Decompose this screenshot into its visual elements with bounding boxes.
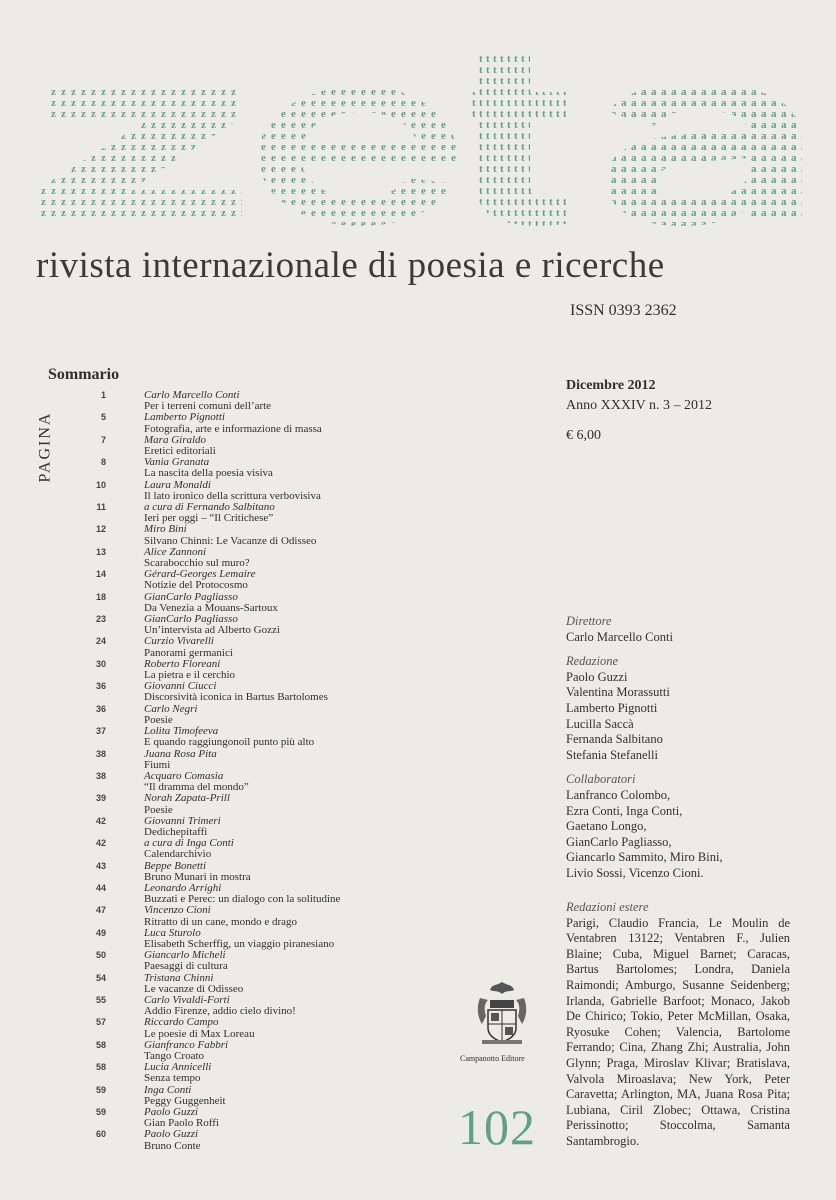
toc-title: Calendarchivio	[144, 848, 212, 861]
toc-item	[80, 1062, 380, 1084]
toc-title: Gian Paolo Roffi	[144, 1117, 219, 1130]
logo-letter-a	[606, 84, 802, 226]
toc-item	[80, 502, 380, 524]
toc-page-number: 36	[95, 681, 106, 692]
toc-page-number: 38	[95, 748, 106, 759]
toc-page-number: 39	[95, 793, 106, 804]
toc-title: La pietra e il cerchio	[144, 669, 236, 682]
toc-author: Norah Zapata-Prill	[144, 792, 230, 805]
toc-title: Buzzati e Perec: un dialogo con la solitudine	[144, 893, 341, 906]
toc-title: Paesaggi di cultura	[144, 960, 228, 973]
issue-date: Dicembre 2012	[566, 378, 656, 393]
toc-page-number: 14	[95, 569, 106, 580]
toc-author: Giovanni Trimeri	[144, 814, 221, 827]
toc-page-number: 13	[95, 546, 106, 557]
toc-title: Poesie	[144, 803, 173, 816]
redazioni-estere	[566, 900, 790, 1150]
toc-page-number: 42	[95, 838, 106, 849]
toc-title: E quando raggiungonoil punto più alto	[144, 736, 315, 749]
toc-item	[80, 1017, 380, 1039]
toc-page-number: 18	[95, 591, 106, 602]
collaboratori-label: Collaboratori	[566, 772, 636, 787]
toc-author: Lucia Annicelli	[144, 1061, 212, 1074]
toc-author: Carlo Marcello Conti	[144, 389, 240, 401]
toc-item	[80, 793, 380, 815]
collaboratori-name: Gaetano Longo,	[566, 819, 647, 834]
toc-page-number: 54	[95, 972, 106, 983]
toc-title: Da Venezia a Mouans-Sartoux	[144, 601, 278, 614]
toc-title: Tango Croato	[144, 1049, 205, 1062]
toc-item	[80, 726, 380, 748]
toc-item	[80, 412, 380, 434]
toc-item	[80, 681, 380, 703]
toc-author: Juana Rosa Pita	[144, 747, 217, 760]
redazione-list	[566, 670, 796, 764]
toc-author: Inga Conti	[144, 1083, 192, 1096]
toc-item	[80, 1085, 380, 1107]
toc-title: Poesie	[144, 713, 173, 726]
issue-price: € 6,00	[566, 428, 601, 443]
toc-page-number: 59	[95, 1084, 106, 1095]
collaboratori-name: Ezra Conti, Inga Conti,	[566, 803, 683, 818]
toc-item	[80, 614, 380, 636]
issue-anno: Anno XXXIV n. 3 – 2012	[566, 398, 712, 413]
toc-title: Discorsività iconica in Bartus Bartolomes	[144, 691, 328, 704]
toc-author: Lolita Timofeeva	[144, 725, 219, 738]
toc-page-number: 12	[95, 524, 106, 535]
toc-page-number: 24	[95, 636, 106, 647]
toc-title: Eretici editoriali	[144, 445, 216, 458]
toc-author: Carlo Vivaldi-Forti	[144, 993, 230, 1006]
toc-item	[80, 950, 380, 972]
toc-title: Elisabeth Scherffig, un viaggio piranesiano	[144, 937, 335, 950]
logo-letter-e	[258, 86, 458, 226]
toc-item	[80, 457, 380, 479]
toc-author: a cura di Inga Conti	[144, 837, 234, 850]
zeta-logo	[30, 42, 810, 238]
toc-author: Mara Giraldo	[144, 433, 207, 446]
toc-title: Senza tempo	[144, 1072, 201, 1085]
toc-title: Le poesie di Max Loreau	[144, 1027, 255, 1040]
toc-item	[80, 816, 380, 838]
redazione-name: Lucilla Saccà	[566, 716, 634, 731]
toc-author: Gérard-Georges Lemaire	[144, 568, 256, 581]
collaboratori-name: Lanfranco Colombo,	[566, 787, 671, 802]
table-of-contents	[80, 390, 380, 1152]
logo-letter-t	[470, 56, 566, 226]
toc-item	[80, 390, 380, 412]
toc-title: Fiumi	[144, 758, 171, 771]
toc-author: Laura Monaldi	[144, 478, 211, 491]
toc-title: Peggy Guggenheit	[144, 1094, 226, 1107]
toc-page-number: 47	[95, 905, 106, 916]
toc-item	[80, 592, 380, 614]
publisher-name: Campanotto Editore	[460, 1054, 525, 1063]
toc-author: Riccardo Campo	[144, 1016, 219, 1029]
issn: ISSN 0393 2362	[570, 302, 677, 319]
toc-item	[80, 1107, 380, 1129]
toc-item	[80, 569, 380, 591]
toc-title: Le vacanze di Odisseo	[144, 982, 244, 995]
direttore-name: Carlo Marcello Conti	[566, 629, 673, 644]
toc-author: Gianfranco Fabbri	[144, 1038, 229, 1051]
toc-title: Il lato ironico della scrittura verbovisiva	[144, 489, 321, 502]
toc-page-number: 59	[95, 1107, 106, 1117]
toc-author: Vincenzo Cioni	[144, 904, 211, 917]
toc-item	[80, 771, 380, 793]
toc-title: Ieri per oggi – “Il Critichese”	[144, 512, 274, 525]
toc-author: Alice Zannoni	[144, 545, 207, 558]
toc-item	[80, 749, 380, 771]
toc-item	[80, 1129, 380, 1151]
toc-page-number: 57	[95, 1017, 106, 1028]
toc-page-number: 36	[95, 703, 106, 714]
toc-author: Acquaro Comasia	[144, 769, 224, 782]
redazione-name: Valentina Morassutti	[566, 685, 670, 700]
toc-page-number: 44	[95, 882, 106, 893]
toc-author: a cura di Fernando Salbitano	[144, 501, 275, 514]
toc-page-number: 60	[95, 1129, 106, 1140]
toc-title: Addio Firenze, addio cielo divino!	[144, 1005, 296, 1018]
toc-title: La nascita della poesia visiva	[144, 467, 273, 480]
toc-title: Scarabocchio sul muro?	[144, 557, 250, 570]
toc-item	[80, 995, 380, 1017]
magazine-subtitle: rivista internazionale di poesia e ricerche	[36, 245, 665, 286]
toc-author: Luca Sturolo	[144, 926, 201, 939]
toc-title: Per i terreni comuni dell’arte	[144, 400, 272, 413]
redazione-label: Redazione	[566, 654, 619, 669]
toc-page-number: 49	[95, 927, 106, 938]
toc-page-number: 30	[95, 658, 106, 669]
collaboratori-list	[566, 788, 796, 882]
collaboratori-name: GianCarlo Pagliasso,	[566, 834, 672, 849]
toc-author: Vania Granata	[144, 456, 210, 469]
toc-page-number: 1	[100, 390, 106, 400]
toc-page-number: 10	[95, 479, 106, 490]
toc-title: Silvano Chinni: Le Vacanze di Odisseo	[144, 534, 317, 547]
toc-page-number: 55	[95, 994, 106, 1005]
toc-author: Beppe Bonetti	[144, 859, 207, 872]
toc-title: Bruno Munari in mostra	[144, 870, 251, 883]
toc-author: Paolo Guzzi	[144, 1106, 199, 1118]
toc-item	[80, 480, 380, 502]
toc-author: Leonardo Arrighi	[144, 881, 222, 894]
toc-page-number: 23	[95, 614, 106, 625]
estere-text: Parigi, Claudio Francia, Le Moulin de Ventabren 13122; Ventabren F., Julien Blaine; Cuba, Miguel Barnet; Caracas, Bartus Bartolomes; Londra, Daniela Raimondi; Amburgo, Susanne Seidenberg; Irlanda, Gabrielle Barfoot; Monaco, Jakob De Chirico; Tokio, Peter McMillan, Osaka, Ryosuke Cohen; Valencia, Bartolome Ferrando; Cina, Zhang Zhi; Australia, John Glynn; Praga, Miroslav Klivar; Bratislava, Valvola Miroaslava; New York, Peter Caravetta; Arlington, MA, Juana Rosa Pita; Lubiana, Ciril Zlobec; Ottawa, Cristina Perissinotto; Stoccolma, Samanta Santambrogio.	[566, 915, 790, 1148]
toc-item	[80, 704, 380, 726]
toc-page-number: 42	[95, 815, 106, 826]
toc-author: GianCarlo Pagliasso	[144, 613, 238, 626]
toc-item	[80, 659, 380, 681]
staff-credits	[566, 614, 796, 882]
toc-author: Giancarlo Micheli	[144, 949, 226, 962]
toc-item	[80, 883, 380, 905]
toc-page-number: 50	[95, 950, 106, 961]
toc-title: Fotografia, arte e informazione di massa	[144, 422, 322, 435]
toc-title: Panorami germanici	[144, 646, 233, 659]
toc-item	[80, 838, 380, 860]
toc-item	[80, 973, 380, 995]
issue-number: 102	[458, 1099, 536, 1155]
toc-item	[80, 905, 380, 927]
toc-title: Dedichepitaffi	[144, 825, 208, 838]
pagina-side-label: PAGINA	[36, 411, 54, 483]
toc-page-number: 58	[95, 1039, 106, 1050]
toc-page-number: 5	[100, 412, 106, 423]
toc-title: Bruno Conte	[144, 1139, 201, 1152]
toc-item	[80, 928, 380, 950]
toc-page-number: 43	[95, 860, 106, 871]
redazione-name: Paolo Guzzi	[566, 669, 628, 684]
toc-page-number: 38	[95, 770, 106, 781]
toc-item	[80, 435, 380, 457]
toc-title: “Il dramma del mondo”	[144, 781, 249, 794]
toc-page-number: 8	[100, 457, 106, 468]
toc-item	[80, 1040, 380, 1062]
collaboratori-name: Livio Sossi, Vicenzo Cioni.	[566, 865, 704, 880]
redazione-name: Fernanda Salbitano	[566, 732, 663, 747]
toc-author: Carlo Negri	[144, 702, 198, 715]
redazione-name: Stefania Stefanelli	[566, 747, 658, 762]
toc-page-number: 7	[100, 434, 106, 445]
toc-author: Curzio Vivarelli	[144, 635, 214, 648]
toc-title: Un’intervista ad Alberto Gozzi	[144, 624, 280, 637]
direttore-label: Direttore	[566, 614, 612, 628]
logo-letter-z	[40, 88, 242, 220]
redazione-name: Lamberto Pignotti	[566, 700, 658, 715]
toc-author: Roberto Floreani	[144, 657, 221, 670]
toc-author: Tristana Chinni	[144, 971, 214, 984]
toc-author: Paolo Guzzi	[144, 1128, 199, 1141]
sommario-heading: Sommario	[48, 366, 120, 383]
toc-item	[80, 636, 380, 658]
toc-page-number: 11	[96, 502, 106, 513]
toc-author: Miro Bini	[144, 523, 187, 536]
estere-label: Redazioni estere	[566, 900, 649, 914]
toc-title: Ritratto di un cane, mondo e drago	[144, 915, 298, 928]
toc-item	[80, 524, 380, 546]
toc-title: Notizie del Protocosmo	[144, 579, 248, 592]
toc-page-number: 58	[95, 1062, 106, 1073]
toc-page-number: 37	[95, 726, 106, 737]
toc-author: GianCarlo Pagliasso	[144, 590, 238, 603]
collaboratori-name: Giancarlo Sammito, Miro Bini,	[566, 850, 723, 865]
toc-author: Lamberto Pignotti	[144, 411, 225, 424]
toc-item	[80, 861, 380, 883]
toc-author: Giovanni Ciucci	[144, 680, 217, 693]
publisher-crest-icon	[472, 978, 532, 1048]
toc-item	[80, 547, 380, 569]
